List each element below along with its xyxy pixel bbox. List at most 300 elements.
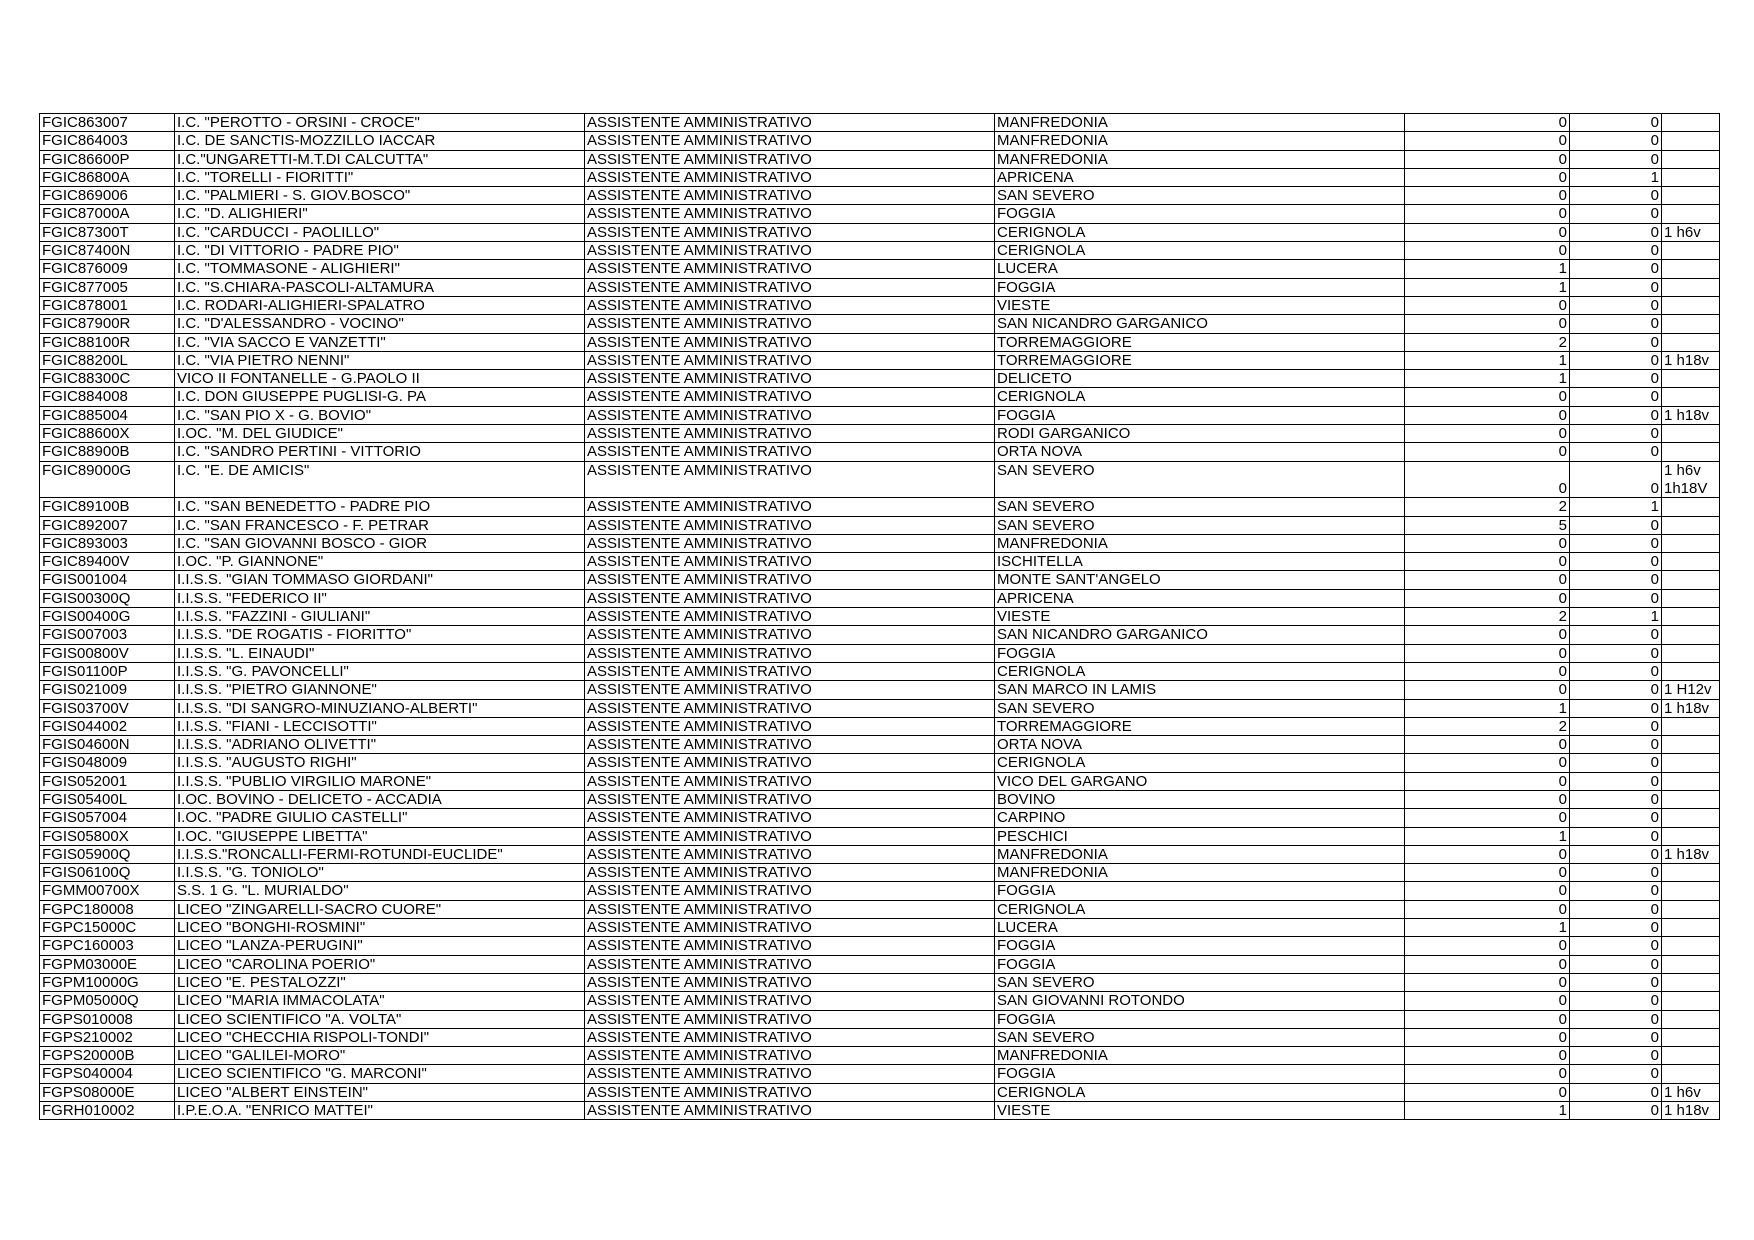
count-b-cell: 0 <box>1570 278 1662 296</box>
count-a-cell: 0 <box>1405 242 1570 260</box>
count-b-cell: 0 <box>1570 534 1662 552</box>
city-cell: MANFREDONIA <box>995 534 1405 552</box>
school-name-cell: LICEO "LANZA-PERUGINI" <box>175 937 585 955</box>
count-a-cell: 0 <box>1405 150 1570 168</box>
school-code-cell: FGIC88200L <box>40 351 175 369</box>
count-a-cell: 1 <box>1405 370 1570 388</box>
school-name-cell: I.C. "D. ALIGHIERI" <box>175 205 585 223</box>
count-a-cell: 0 <box>1405 406 1570 424</box>
notes-line: 1 h6v <box>1664 462 1701 480</box>
city-cell: SAN GIOVANNI ROTONDO <box>995 992 1405 1010</box>
notes-cell: 1 h18v <box>1662 699 1720 717</box>
city-cell: CARPINO <box>995 809 1405 827</box>
school-code-cell: FGPS040004 <box>40 1065 175 1083</box>
notes-cell: 1 h18v <box>1662 406 1720 424</box>
role-cell: ASSISTENTE AMMINISTRATIVO <box>585 827 995 845</box>
count-a-cell: 2 <box>1405 333 1570 351</box>
role-cell: ASSISTENTE AMMINISTRATIVO <box>585 388 995 406</box>
school-code-cell: FGIC88100R <box>40 333 175 351</box>
role-cell: ASSISTENTE AMMINISTRATIVO <box>585 608 995 626</box>
city-cell: MANFREDONIA <box>995 864 1405 882</box>
table-row <box>40 333 1720 351</box>
notes-cell <box>1662 882 1720 900</box>
table-row <box>40 845 1720 863</box>
notes-cell <box>1662 608 1720 626</box>
notes-cell <box>1662 809 1720 827</box>
city-cell: CERIGNOLA <box>995 662 1405 680</box>
role-cell: ASSISTENTE AMMINISTRATIVO <box>585 205 995 223</box>
notes-cell <box>1662 296 1720 314</box>
school-name-cell: I.I.S.S. "FIANI - LECCISOTTI" <box>175 717 585 735</box>
count-b-cell: 0 <box>1570 1028 1662 1046</box>
role-cell: ASSISTENTE AMMINISTRATIVO <box>585 681 995 699</box>
count-a-cell: 0 <box>1405 955 1570 973</box>
city-cell: CERIGNOLA <box>995 900 1405 918</box>
count-a-cell: 0 <box>1405 864 1570 882</box>
count-b-cell: 0 <box>1570 425 1662 443</box>
count-a-cell: 0 <box>1405 736 1570 754</box>
notes-cell <box>1662 644 1720 662</box>
notes-cell: 1 h6v <box>1662 223 1720 241</box>
school-name-cell: I.C. "DI VITTORIO - PADRE PIO" <box>175 242 585 260</box>
role-cell: ASSISTENTE AMMINISTRATIVO <box>585 973 995 991</box>
table-row <box>40 973 1720 991</box>
school-name-cell: I.C. "D'ALESSANDRO - VOCINO" <box>175 315 585 333</box>
count-b-cell: 1 <box>1570 608 1662 626</box>
role-cell: ASSISTENTE AMMINISTRATIVO <box>585 242 995 260</box>
count-a-cell: 0 <box>1405 1083 1570 1101</box>
school-name-cell: I.I.S.S."RONCALLI-FERMI-ROTUNDI-EUCLIDE" <box>175 845 585 863</box>
school-code-cell: FGPS08000E <box>40 1083 175 1101</box>
school-name-cell: I.I.S.S. "L. EINAUDI" <box>175 644 585 662</box>
count-b-cell: 0 <box>1570 461 1662 498</box>
school-name-cell: I.C. "S.CHIARA-PASCOLI-ALTAMURA <box>175 278 585 296</box>
table-row <box>40 223 1720 241</box>
table-row <box>40 1047 1720 1065</box>
count-b-cell: 0 <box>1570 516 1662 534</box>
notes-cell <box>1662 1047 1720 1065</box>
count-a-cell: 0 <box>1405 187 1570 205</box>
notes-cell <box>1662 333 1720 351</box>
notes-cell <box>1662 717 1720 735</box>
table-row <box>40 278 1720 296</box>
school-code-cell: FGIS057004 <box>40 809 175 827</box>
school-code-cell: FGIS06100Q <box>40 864 175 882</box>
role-cell: ASSISTENTE AMMINISTRATIVO <box>585 370 995 388</box>
school-code-cell: FGIC884008 <box>40 388 175 406</box>
table-row <box>40 1083 1720 1101</box>
role-cell: ASSISTENTE AMMINISTRATIVO <box>585 571 995 589</box>
notes-cell <box>1662 205 1720 223</box>
city-cell: FOGGIA <box>995 1065 1405 1083</box>
school-name-cell: LICEO SCIENTIFICO "A. VOLTA" <box>175 1010 585 1028</box>
count-a-cell: 0 <box>1405 845 1570 863</box>
city-cell: ORTA NOVA <box>995 443 1405 461</box>
count-b-cell: 0 <box>1570 992 1662 1010</box>
school-name-cell: I.I.S.S. "DE ROGATIS - FIORITTO" <box>175 626 585 644</box>
notes-cell <box>1662 278 1720 296</box>
city-cell: FOGGIA <box>995 406 1405 424</box>
school-name-cell: I.C. "TORELLI - FIORITTI" <box>175 168 585 186</box>
school-code-cell: FGIS048009 <box>40 754 175 772</box>
school-code-cell: FGIC864003 <box>40 132 175 150</box>
table-row <box>40 205 1720 223</box>
role-cell: ASSISTENTE AMMINISTRATIVO <box>585 1028 995 1046</box>
school-name-cell: LICEO "ALBERT EINSTEIN" <box>175 1083 585 1101</box>
school-code-cell: FGIC885004 <box>40 406 175 424</box>
school-name-cell: I.I.S.S. "DI SANGRO-MINUZIANO-ALBERTI" <box>175 699 585 717</box>
school-code-cell: FGIS052001 <box>40 772 175 790</box>
school-code-cell: FGIS04600N <box>40 736 175 754</box>
city-cell: ORTA NOVA <box>995 736 1405 754</box>
school-code-cell: FGIC876009 <box>40 260 175 278</box>
school-name-cell: I.C. "CARDUCCI - PAOLILLO" <box>175 223 585 241</box>
table-row <box>40 571 1720 589</box>
notes-cell <box>1662 827 1720 845</box>
school-code-cell: FGIS001004 <box>40 571 175 589</box>
school-code-cell: FGIC877005 <box>40 278 175 296</box>
count-a-cell: 0 <box>1405 1047 1570 1065</box>
notes-cell <box>1662 260 1720 278</box>
table-row <box>40 608 1720 626</box>
table-row <box>40 790 1720 808</box>
count-a-cell: 2 <box>1405 608 1570 626</box>
count-b-cell: 0 <box>1570 132 1662 150</box>
notes-cell <box>1662 589 1720 607</box>
role-cell: ASSISTENTE AMMINISTRATIVO <box>585 1083 995 1101</box>
table-row <box>40 754 1720 772</box>
school-name-cell: I.C. "VIA PIETRO NENNI" <box>175 351 585 369</box>
notes-cell <box>1662 132 1720 150</box>
city-cell: MANFREDONIA <box>995 845 1405 863</box>
table-row <box>40 919 1720 937</box>
table-row <box>40 187 1720 205</box>
role-cell: ASSISTENTE AMMINISTRATIVO <box>585 864 995 882</box>
count-b-cell: 0 <box>1570 937 1662 955</box>
city-cell: APRICENA <box>995 168 1405 186</box>
table-body <box>40 114 1720 1120</box>
table-row <box>40 626 1720 644</box>
notes-cell <box>1662 1028 1720 1046</box>
table-row <box>40 1028 1720 1046</box>
count-a-cell: 0 <box>1405 168 1570 186</box>
notes-cell <box>1662 516 1720 534</box>
notes-cell <box>1662 626 1720 644</box>
count-b-cell: 0 <box>1570 845 1662 863</box>
school-code-cell: FGIC87000A <box>40 205 175 223</box>
notes-cell <box>1662 900 1720 918</box>
role-cell: ASSISTENTE AMMINISTRATIVO <box>585 882 995 900</box>
notes-cell <box>1662 534 1720 552</box>
school-name-cell: I.I.S.S. "PUBLIO VIRGILIO MARONE" <box>175 772 585 790</box>
count-b-cell: 0 <box>1570 827 1662 845</box>
notes-cell <box>1662 553 1720 571</box>
count-a-cell: 0 <box>1405 461 1570 498</box>
count-b-cell: 0 <box>1570 1083 1662 1101</box>
school-code-cell: FGPS210002 <box>40 1028 175 1046</box>
school-name-cell: I.C. "SAN GIOVANNI BOSCO - GIOR <box>175 534 585 552</box>
role-cell: ASSISTENTE AMMINISTRATIVO <box>585 534 995 552</box>
role-cell: ASSISTENTE AMMINISTRATIVO <box>585 955 995 973</box>
table-row <box>40 351 1720 369</box>
school-name-cell: LICEO "E. PESTALOZZI" <box>175 973 585 991</box>
school-code-cell: FGIC87400N <box>40 242 175 260</box>
table-row <box>40 315 1720 333</box>
count-a-cell: 0 <box>1405 882 1570 900</box>
school-name-cell: I.OC. BOVINO - DELICETO - ACCADIA <box>175 790 585 808</box>
city-cell: SAN SEVERO <box>995 461 1405 498</box>
role-cell: ASSISTENTE AMMINISTRATIVO <box>585 498 995 516</box>
school-name-cell: LICEO "ZINGARELLI-SACRO CUORE" <box>175 900 585 918</box>
count-b-cell: 0 <box>1570 443 1662 461</box>
count-a-cell: 0 <box>1405 1028 1570 1046</box>
count-a-cell: 0 <box>1405 1010 1570 1028</box>
city-cell: SAN NICANDRO GARGANICO <box>995 315 1405 333</box>
notes-cell: 1 H12v <box>1662 681 1720 699</box>
notes-cell <box>1662 992 1720 1010</box>
role-cell: ASSISTENTE AMMINISTRATIVO <box>585 425 995 443</box>
table-row <box>40 296 1720 314</box>
count-b-cell: 0 <box>1570 205 1662 223</box>
notes-cell <box>1662 754 1720 772</box>
count-b-cell: 0 <box>1570 114 1662 132</box>
school-staff-table <box>39 113 1720 1120</box>
role-cell: ASSISTENTE AMMINISTRATIVO <box>585 150 995 168</box>
table-row <box>40 736 1720 754</box>
count-b-cell: 0 <box>1570 864 1662 882</box>
count-a-cell: 5 <box>1405 516 1570 534</box>
school-code-cell: FGPS010008 <box>40 1010 175 1028</box>
count-b-cell: 0 <box>1570 919 1662 937</box>
notes-cell <box>1662 187 1720 205</box>
city-cell: LUCERA <box>995 919 1405 937</box>
school-name-cell: I.C. "E. DE AMICIS" <box>175 461 585 498</box>
notes-cell <box>1662 168 1720 186</box>
count-b-cell: 0 <box>1570 754 1662 772</box>
table-row <box>40 1065 1720 1083</box>
school-code-cell: FGIS007003 <box>40 626 175 644</box>
city-cell: APRICENA <box>995 589 1405 607</box>
city-cell: SAN SEVERO <box>995 498 1405 516</box>
school-name-cell: VICO II FONTANELLE - G.PAOLO II <box>175 370 585 388</box>
count-a-cell: 1 <box>1405 260 1570 278</box>
count-b-cell: 0 <box>1570 736 1662 754</box>
table-row <box>40 260 1720 278</box>
notes-cell <box>1662 388 1720 406</box>
school-name-cell: LICEO "GALILEI-MORO" <box>175 1047 585 1065</box>
count-a-cell: 0 <box>1405 553 1570 571</box>
table-row <box>40 955 1720 973</box>
count-a-cell: 1 <box>1405 278 1570 296</box>
role-cell: ASSISTENTE AMMINISTRATIVO <box>585 790 995 808</box>
school-code-cell: FGIS00300Q <box>40 589 175 607</box>
role-cell: ASSISTENTE AMMINISTRATIVO <box>585 717 995 735</box>
school-code-cell: FGIS05900Q <box>40 845 175 863</box>
count-b-cell: 0 <box>1570 644 1662 662</box>
count-b-cell: 0 <box>1570 955 1662 973</box>
role-cell: ASSISTENTE AMMINISTRATIVO <box>585 626 995 644</box>
school-name-cell: I.C. DE SANCTIS-MOZZILLO IACCAR <box>175 132 585 150</box>
city-cell: FOGGIA <box>995 882 1405 900</box>
notes-cell: 1 h18v <box>1662 845 1720 863</box>
school-code-cell: FGIC89400V <box>40 553 175 571</box>
school-code-cell: FGPC160003 <box>40 937 175 955</box>
count-a-cell: 0 <box>1405 900 1570 918</box>
city-cell: FOGGIA <box>995 1010 1405 1028</box>
count-b-cell: 0 <box>1570 553 1662 571</box>
role-cell: ASSISTENTE AMMINISTRATIVO <box>585 845 995 863</box>
school-name-cell: I.C. "SANDRO PERTINI - VITTORIO <box>175 443 585 461</box>
school-code-cell: FGIS021009 <box>40 681 175 699</box>
school-code-cell: FGPM10000G <box>40 973 175 991</box>
count-b-cell: 0 <box>1570 187 1662 205</box>
school-code-cell: FGIC863007 <box>40 114 175 132</box>
count-a-cell: 0 <box>1405 937 1570 955</box>
school-code-cell: FGPM05000Q <box>40 992 175 1010</box>
count-a-cell: 0 <box>1405 644 1570 662</box>
role-cell: ASSISTENTE AMMINISTRATIVO <box>585 919 995 937</box>
table-row <box>40 1010 1720 1028</box>
table-row <box>40 900 1720 918</box>
table-row <box>40 681 1720 699</box>
school-code-cell: FGIC86600P <box>40 150 175 168</box>
role-cell: ASSISTENTE AMMINISTRATIVO <box>585 699 995 717</box>
role-cell: ASSISTENTE AMMINISTRATIVO <box>585 406 995 424</box>
table-row <box>40 114 1720 132</box>
city-cell: SAN SEVERO <box>995 699 1405 717</box>
city-cell: FOGGIA <box>995 955 1405 973</box>
school-name-cell: I.I.S.S. "ADRIANO OLIVETTI" <box>175 736 585 754</box>
school-code-cell: FGIC89000G <box>40 461 175 498</box>
role-cell: ASSISTENTE AMMINISTRATIVO <box>585 662 995 680</box>
notes-cell <box>1662 973 1720 991</box>
school-code-cell: FGIS01100P <box>40 662 175 680</box>
count-b-cell: 0 <box>1570 772 1662 790</box>
school-name-cell: I.P.E.O.A. "ENRICO MATTEI" <box>175 1102 585 1120</box>
count-a-cell: 0 <box>1405 223 1570 241</box>
city-cell: MANFREDONIA <box>995 1047 1405 1065</box>
city-cell: SAN SEVERO <box>995 1028 1405 1046</box>
school-name-cell: LICEO SCIENTIFICO "G. MARCONI" <box>175 1065 585 1083</box>
school-code-cell: FGIC88600X <box>40 425 175 443</box>
count-a-cell: 0 <box>1405 772 1570 790</box>
school-name-cell: I.C. "PALMIERI - S. GIOV.BOSCO" <box>175 187 585 205</box>
school-name-cell: LICEO "BONGHI-ROSMINI" <box>175 919 585 937</box>
role-cell: ASSISTENTE AMMINISTRATIVO <box>585 754 995 772</box>
count-a-cell: 0 <box>1405 809 1570 827</box>
city-cell: VIESTE <box>995 296 1405 314</box>
school-name-cell: I.I.S.S. "G. PAVONCELLI" <box>175 662 585 680</box>
count-b-cell: 0 <box>1570 790 1662 808</box>
school-code-cell: FGPC15000C <box>40 919 175 937</box>
notes-cell: 1 h6v <box>1662 1083 1720 1101</box>
school-code-cell: FGRH010002 <box>40 1102 175 1120</box>
count-b-cell: 0 <box>1570 406 1662 424</box>
city-cell: FOGGIA <box>995 644 1405 662</box>
role-cell: ASSISTENTE AMMINISTRATIVO <box>585 223 995 241</box>
city-cell: RODI GARGANICO <box>995 425 1405 443</box>
table-row <box>40 370 1720 388</box>
count-b-cell: 0 <box>1570 242 1662 260</box>
count-b-cell: 1 <box>1570 168 1662 186</box>
count-a-cell: 0 <box>1405 626 1570 644</box>
school-name-cell: I.C. "SAN BENEDETTO - PADRE PIO <box>175 498 585 516</box>
city-cell: ISCHITELLA <box>995 553 1405 571</box>
city-cell: FOGGIA <box>995 278 1405 296</box>
school-name-cell: I.I.S.S. "FEDERICO II" <box>175 589 585 607</box>
school-code-cell: FGIC878001 <box>40 296 175 314</box>
count-b-cell: 0 <box>1570 150 1662 168</box>
school-name-cell: I.C. DON GIUSEPPE PUGLISI-G. PA <box>175 388 585 406</box>
school-code-cell: FGIC892007 <box>40 516 175 534</box>
school-code-cell: FGIC87300T <box>40 223 175 241</box>
count-b-cell: 0 <box>1570 370 1662 388</box>
role-cell: ASSISTENTE AMMINISTRATIVO <box>585 1102 995 1120</box>
city-cell: FOGGIA <box>995 205 1405 223</box>
count-a-cell: 0 <box>1405 443 1570 461</box>
table-row <box>40 644 1720 662</box>
table-row <box>40 717 1720 735</box>
school-code-cell: FGIS00800V <box>40 644 175 662</box>
role-cell: ASSISTENTE AMMINISTRATIVO <box>585 736 995 754</box>
city-cell: MANFREDONIA <box>995 150 1405 168</box>
count-a-cell: 0 <box>1405 114 1570 132</box>
table-row <box>40 168 1720 186</box>
city-cell: CERIGNOLA <box>995 242 1405 260</box>
school-code-cell: FGPM03000E <box>40 955 175 973</box>
role-cell: ASSISTENTE AMMINISTRATIVO <box>585 278 995 296</box>
role-cell: ASSISTENTE AMMINISTRATIVO <box>585 296 995 314</box>
count-b-cell: 0 <box>1570 1065 1662 1083</box>
table-row <box>40 498 1720 516</box>
city-cell: CERIGNOLA <box>995 388 1405 406</box>
role-cell: ASSISTENTE AMMINISTRATIVO <box>585 351 995 369</box>
school-name-cell: I.C."UNGARETTI-M.T.DI CALCUTTA" <box>175 150 585 168</box>
role-cell: ASSISTENTE AMMINISTRATIVO <box>585 937 995 955</box>
school-name-cell: I.C. "PEROTTO - ORSINI - CROCE" <box>175 114 585 132</box>
city-cell: MANFREDONIA <box>995 114 1405 132</box>
school-name-cell: I.OC. "GIUSEPPE LIBETTA" <box>175 827 585 845</box>
city-cell: FOGGIA <box>995 937 1405 955</box>
count-a-cell: 0 <box>1405 132 1570 150</box>
city-cell: SAN NICANDRO GARGANICO <box>995 626 1405 644</box>
notes-cell <box>1662 150 1720 168</box>
notes-cell <box>1662 461 1720 498</box>
count-b-cell: 0 <box>1570 699 1662 717</box>
count-b-cell: 0 <box>1570 315 1662 333</box>
count-b-cell: 0 <box>1570 1102 1662 1120</box>
count-a-cell: 0 <box>1405 973 1570 991</box>
school-name-cell: I.I.S.S. "FAZZINI - GIULIANI" <box>175 608 585 626</box>
city-cell: TORREMAGGIORE <box>995 333 1405 351</box>
count-a-cell: 2 <box>1405 717 1570 735</box>
notes-cell <box>1662 1010 1720 1028</box>
school-code-cell: FGIS03700V <box>40 699 175 717</box>
role-cell: ASSISTENTE AMMINISTRATIVO <box>585 260 995 278</box>
notes-cell <box>1662 919 1720 937</box>
notes-cell <box>1662 662 1720 680</box>
count-a-cell: 0 <box>1405 571 1570 589</box>
count-b-cell: 0 <box>1570 351 1662 369</box>
table-row <box>40 406 1720 424</box>
role-cell: ASSISTENTE AMMINISTRATIVO <box>585 187 995 205</box>
notes-cell <box>1662 937 1720 955</box>
role-cell: ASSISTENTE AMMINISTRATIVO <box>585 315 995 333</box>
school-name-cell: I.I.S.S. "AUGUSTO RIGHI" <box>175 754 585 772</box>
count-b-cell: 0 <box>1570 681 1662 699</box>
school-name-cell: I.C. "SAN FRANCESCO - F. PETRAR <box>175 516 585 534</box>
city-cell: BOVINO <box>995 790 1405 808</box>
